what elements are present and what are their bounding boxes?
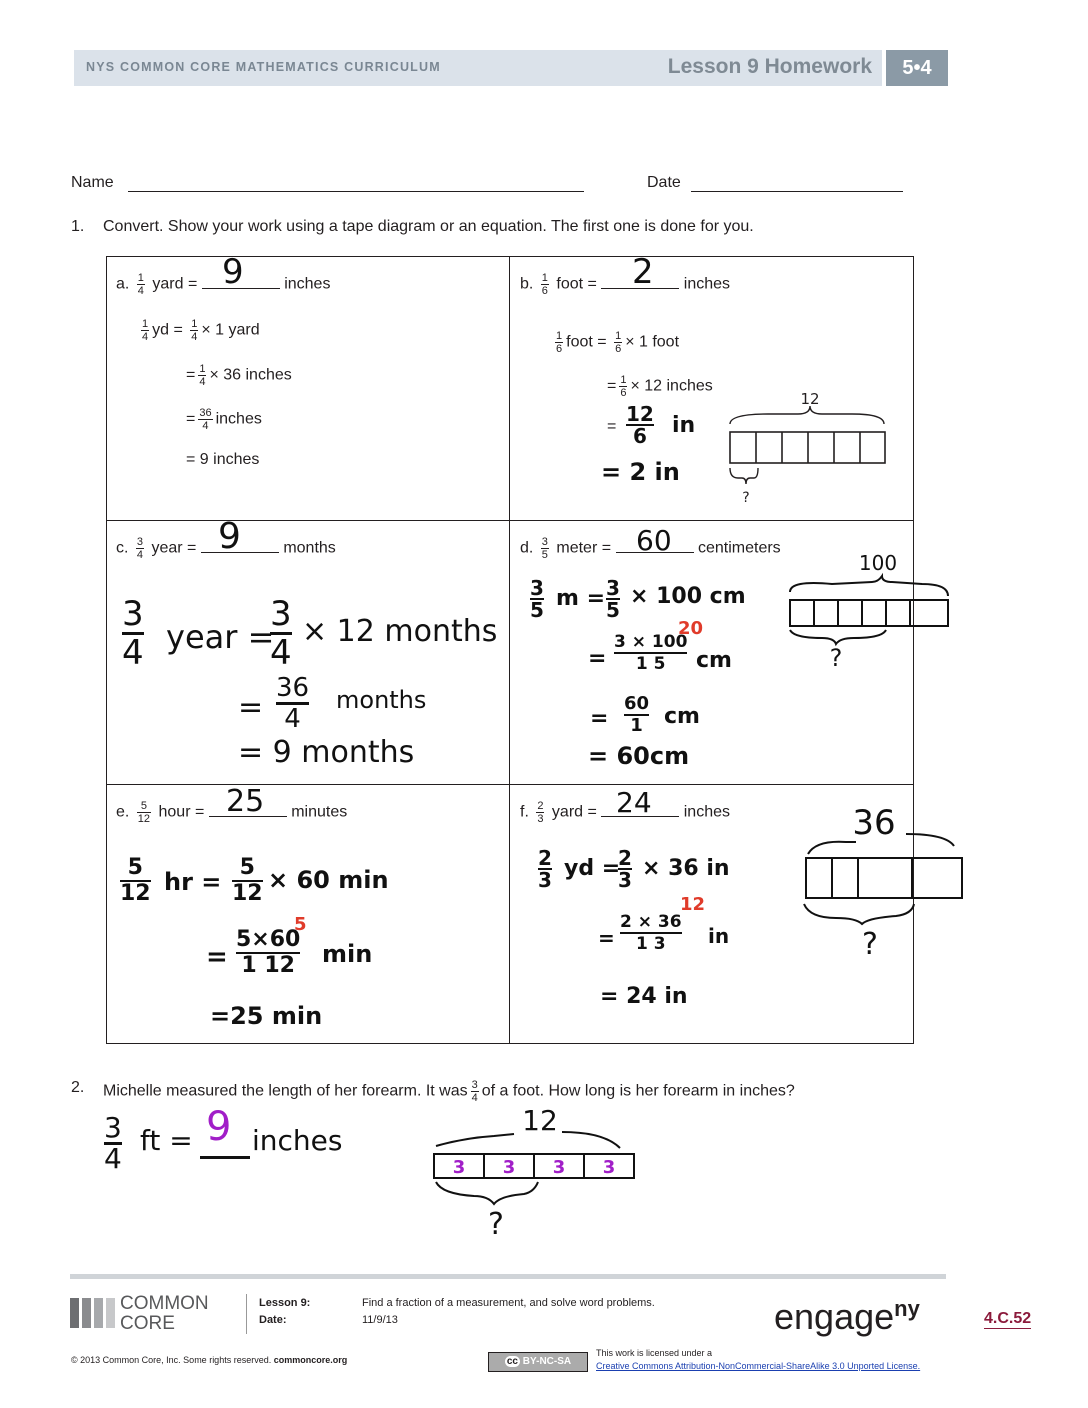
cell-b-hw-result: = 2 in	[601, 458, 680, 486]
curriculum-title: NYS COMMON CORE MATHEMATICS CURRICULUM	[86, 60, 441, 74]
q2-hw-inches: inches	[252, 1124, 343, 1157]
cell-c-hw-frac2: 3 4	[270, 594, 292, 673]
cell-d-hw-cm: × 100 cm	[630, 584, 746, 609]
cell-c-answer: 9	[218, 516, 241, 557]
cell-a-answer: 9	[222, 252, 244, 292]
name-line[interactable]	[128, 191, 584, 192]
cell-f-hw-in2: in	[708, 924, 730, 948]
cell-f-tape-top-label: 36	[852, 803, 896, 843]
cell-d-hw-cm3: cm	[664, 704, 700, 729]
q2-hw-frac: 3 4	[104, 1111, 122, 1175]
cell-c-hw-final: = 9 months	[238, 735, 415, 770]
module-badge: 5•4	[886, 50, 948, 86]
cell-f-hw-eq1: =	[598, 926, 615, 950]
common-core-logo-icon	[70, 1296, 116, 1330]
q2-tape-bottom-label: ?	[488, 1207, 504, 1242]
footer-date-label: Date:	[259, 1314, 287, 1326]
engageny-logo: engageny	[774, 1296, 920, 1337]
cell-f-hw-frac3: 2 × 36 1 3	[620, 912, 682, 954]
cell-d-hw-red-20: 20	[678, 618, 704, 639]
q2-tape-diagram	[424, 1100, 644, 1242]
cell-b-answer: 2	[632, 252, 654, 292]
cc-icon: cc	[506, 1356, 518, 1367]
cell-d-hw-cm2: cm	[696, 648, 732, 673]
page-code: 4.C.52	[984, 1310, 1032, 1327]
cell-a-question: a. $\frac{1}{4}$ yard = inches	[116, 272, 331, 297]
cell-d-hw-eq1: =	[588, 646, 607, 671]
cell-d-tape-bottom-label: ?	[829, 644, 843, 670]
cell-e-hw-eq1: =	[206, 942, 228, 972]
cell-f-question: f. $\frac{2}{3}$ yard = inches	[520, 800, 730, 825]
license-line-1: This work is licensed under a	[596, 1348, 713, 1358]
cell-f-hw-red-12: 12	[680, 894, 706, 915]
footer-divider	[246, 1294, 247, 1334]
footer-copyright: © 2013 Common Core, Inc. Some rights reserved. commoncore.org	[71, 1355, 348, 1365]
cell-f-hw-final: = 24 in	[600, 984, 688, 1009]
cell-d-hw-final: = 60cm	[588, 742, 690, 770]
q2-tape-segment-value: 3	[502, 1157, 516, 1178]
cell-c-hw-eq1: =	[238, 690, 264, 725]
cell-e-question: e. $\frac{5}{12}$ hour = minutes	[116, 800, 348, 825]
q2-tape-segment-value: 3	[552, 1157, 566, 1178]
cell-e-hw-min: × 60 min	[268, 866, 389, 894]
cell-c-hw-year: year =	[166, 618, 275, 656]
cell-d-hw-frac4: 60 1	[624, 693, 650, 736]
q2-hw-ft: ft =	[140, 1124, 193, 1157]
cell-d-hw-frac3: 3 × 100 1 5	[614, 632, 688, 674]
footer-lesson-label: Lesson 9:	[259, 1297, 311, 1309]
footer-lesson-text: Find a fraction of a measurement, and solve word problems.	[362, 1297, 655, 1309]
q2-tape-segment-value: 3	[602, 1157, 616, 1178]
grid-divider-vertical	[509, 256, 510, 1044]
cell-d-tape-top-label: 100	[858, 551, 898, 575]
cell-b-step2: = $\frac{1}{6}$ × 12 inches	[607, 374, 713, 399]
cell-d-hw-frac1: 3 5	[530, 576, 544, 622]
q2-hw-answer: 9	[206, 1104, 232, 1150]
cell-b-tape-top-label: 12	[800, 390, 820, 408]
cell-e-hw-final: =25 min	[210, 1002, 323, 1030]
cell-b-hw-unit: in	[672, 413, 696, 438]
cell-d-question: d. $\frac{3}{5}$ meter = centimeters	[520, 536, 781, 561]
cell-e-hw-frac2: 5 12	[232, 855, 263, 906]
name-label: Name	[71, 174, 114, 191]
cell-d-answer: 60	[636, 524, 672, 557]
cell-b-step1: $\frac{1}{6}$ foot = $\frac{1}{6}$ × 1 foot	[556, 330, 680, 355]
cell-f-tape-bottom-label: ?	[862, 927, 878, 962]
q2-tape-top-label: 12	[522, 1104, 558, 1137]
q2-answer-line	[200, 1156, 250, 1159]
cell-f-hw-in: × 36 in	[642, 856, 730, 881]
common-core-logo-text: COMMON CORE	[120, 1293, 209, 1334]
question-1-prompt: Convert. Show your work using a tape diagram or an equation. The first one is done for you.	[103, 218, 754, 235]
cell-b-eq: =	[607, 418, 617, 435]
cell-f-tape-diagram	[796, 794, 968, 968]
cell-b-hw-fraction: 12 6	[626, 402, 654, 448]
question-2-number: 2.	[71, 1079, 85, 1096]
footer-rule	[70, 1274, 946, 1279]
cell-c-hw-frac3: 36 4	[276, 673, 310, 734]
cell-c-question: c. $\frac{3}{4}$ year = months	[116, 536, 336, 561]
cell-a-step4: = 9 inches	[186, 451, 260, 468]
cell-e-hw-min2: min	[322, 940, 373, 968]
question-2-prompt: Michelle measured the length of her forearm. It was $\frac{3}{4}$ of a foot. How long is her forearm in inches?	[103, 1079, 795, 1104]
cell-c-hw-frac1: 3 4	[122, 594, 144, 673]
lesson-title: Lesson 9 Homework	[667, 55, 872, 78]
cell-f-hw-yd: yd =	[564, 856, 621, 881]
cell-b-tape-diagram	[718, 386, 898, 510]
cell-d-hw-frac2: 3 5	[606, 576, 620, 622]
cell-c-hw-months: months	[336, 686, 427, 714]
cell-a-step2: = $\frac{1}{4}$ × 36 inches	[186, 363, 292, 388]
cell-d-hw-eq2: =	[590, 706, 609, 731]
cell-d-tape-diagram	[782, 546, 952, 670]
cell-b-question: b. $\frac{1}{6}$ foot = inches	[520, 272, 731, 297]
q2-tape-segment-value: 3	[452, 1157, 466, 1178]
cell-e-hw-frac1: 5 12	[120, 855, 151, 906]
cc-license-badge[interactable]: cc BY-NC-SA	[488, 1352, 588, 1372]
cell-e-answer: 25	[226, 784, 265, 819]
cell-f-hw-frac1: 2 3	[538, 846, 552, 892]
cell-d-hw-m: m =	[556, 586, 606, 611]
cell-e-hw-frac3: 5×60 1 12	[236, 927, 301, 978]
cell-a-step3: = $\frac{36}{4}$ inches	[186, 407, 262, 432]
question-1-number: 1.	[71, 218, 85, 235]
cell-e-hw-red-5: 5	[294, 914, 307, 935]
date-line[interactable]	[691, 191, 903, 192]
cell-f-hw-frac2: 2 3	[618, 846, 632, 892]
footer-date-value: 11/9/13	[362, 1314, 398, 1326]
cell-e-hw-hr: hr =	[164, 868, 222, 896]
cell-c-hw-times: × 12 months	[302, 614, 498, 649]
cell-b-tape-bottom-label: ?	[742, 490, 750, 506]
cell-a-step1: $\frac{1}{4}$ yd = $\frac{1}{4}$ × 1 yard	[142, 318, 260, 343]
license-link[interactable]: Creative Commons Attribution-NonCommercial-ShareAlike 3.0 Unported License.	[596, 1361, 921, 1371]
date-label: Date	[647, 174, 681, 191]
cell-f-answer: 24	[616, 786, 652, 819]
